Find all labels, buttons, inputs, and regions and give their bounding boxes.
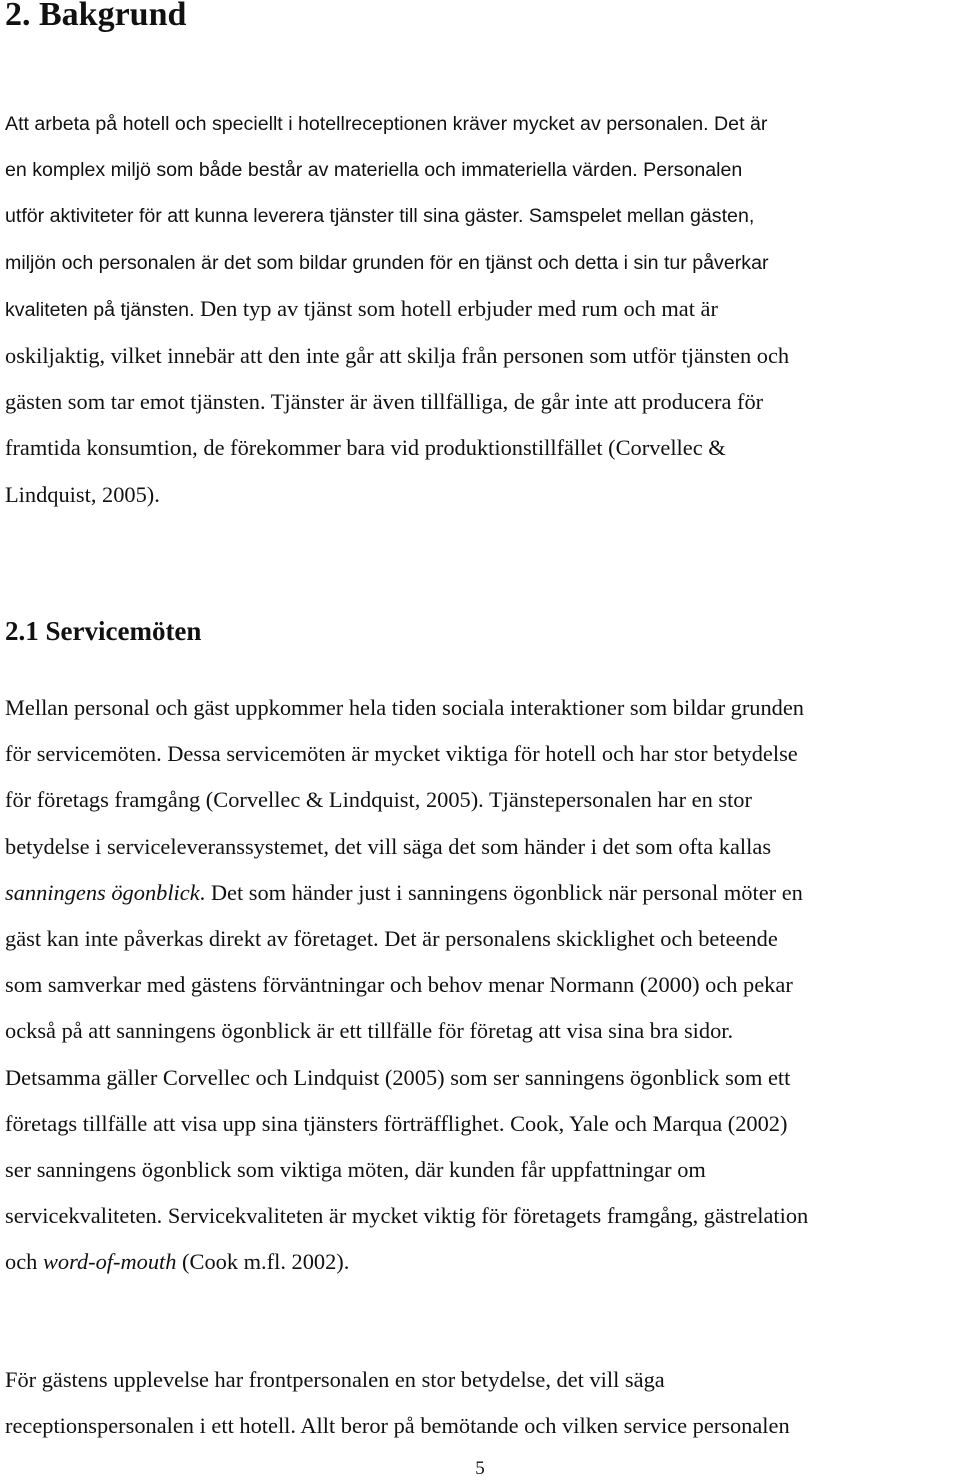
text-line: För gästens upplevelse har frontpersonalen en stor betydelse, det vill säga bbox=[5, 1367, 665, 1392]
text-line: sanningens ögonblick. Det som händer just i sanningens ögonblick när personal möter en bbox=[5, 879, 803, 905]
page-number: 5 bbox=[475, 1458, 485, 1479]
text-line: gäst kan inte påverkas direkt av företaget. Det är personalens skicklighet och beteende bbox=[5, 926, 778, 952]
text-line: kvaliteten på tjänsten. Den typ av tjänst som hotell erbjuder med rum och mat är bbox=[5, 295, 718, 321]
text-line: Lindquist, 2005). bbox=[5, 481, 160, 507]
italic-term: sanningens ögonblick bbox=[5, 879, 200, 905]
text-line: framtida konsumtion, de förekommer bara vid produktionstillfället (Corvellec & bbox=[5, 435, 726, 461]
text-line: för servicemöten. Dessa servicemöten är mycket viktiga för hotell och har stor betydelse bbox=[5, 741, 798, 767]
paragraph-servicemoten bbox=[5, 685, 960, 1286]
text-line: utför aktiviteter för att kunna leverera tjänster till sina gäster. Samspelet mellan gästen, bbox=[5, 205, 755, 228]
text-line: en komplex miljö som både består av materiella och immateriella värden. Personalen bbox=[5, 159, 743, 182]
text-line: servicekvaliteten. Servicekvaliteten är mycket viktig för företagets framgång, gästrelation bbox=[5, 1203, 809, 1229]
text-line: gästen som tar emot tjänsten. Tjänster är även tillfälliga, de går inte att producera för bbox=[5, 389, 764, 415]
text-line: också på att sanningens ögonblick är ett tillfälle för företag att visa sina bra sidor. bbox=[5, 1018, 734, 1044]
paragraph-frontpersonal bbox=[5, 1357, 960, 1449]
text-line: oskiljaktig, vilket innebär att den inte går att skilja från personen som utför tjänsten och bbox=[5, 343, 790, 369]
italic-term: word-of-mouth bbox=[42, 1249, 177, 1275]
text-line: och word-of-mouth (Cook m.fl. 2002). bbox=[5, 1249, 350, 1275]
paragraph-background bbox=[5, 101, 960, 518]
subsection-heading: 2.1 Servicemöten bbox=[5, 616, 202, 646]
section-heading: 2. Bakgrund bbox=[5, 0, 187, 33]
text-line: Att arbeta på hotell och speciellt i hotellreceptionen kräver mycket av personalen. Det är bbox=[5, 113, 768, 135]
text-line: ser sanningens ögonblick som viktiga möten, där kunden får uppfattningar om bbox=[5, 1157, 706, 1183]
text-line: för företags framgång (Corvellec & Lindquist, 2005). Tjänstepersonalen har en stor bbox=[5, 787, 752, 813]
text-line: Mellan personal och gäst uppkommer hela tiden sociala interaktioner som bildar grunden bbox=[5, 695, 804, 720]
text-line: betydelse i serviceleveranssystemet, det vill säga det som händer i det som ofta kallas bbox=[5, 833, 772, 859]
text-line: Detsamma gäller Corvellec och Lindquist (2005) som ser sanningens ögonblick som ett bbox=[5, 1064, 791, 1090]
text-line: företags tillfälle att visa upp sina tjänsters förträfflighet. Cook, Yale och Marqua (2002) bbox=[5, 1110, 788, 1136]
text-line: receptionspersonalen i ett hotell. Allt beror på bemötande och vilken service personalen bbox=[5, 1413, 790, 1439]
text-line: miljön och personalen är det som bildar grunden för en tjänst och detta i sin tur påverkar bbox=[5, 251, 769, 274]
text-line: som samverkar med gästens förväntningar och behov menar Normann (2000) och pekar bbox=[5, 972, 793, 998]
